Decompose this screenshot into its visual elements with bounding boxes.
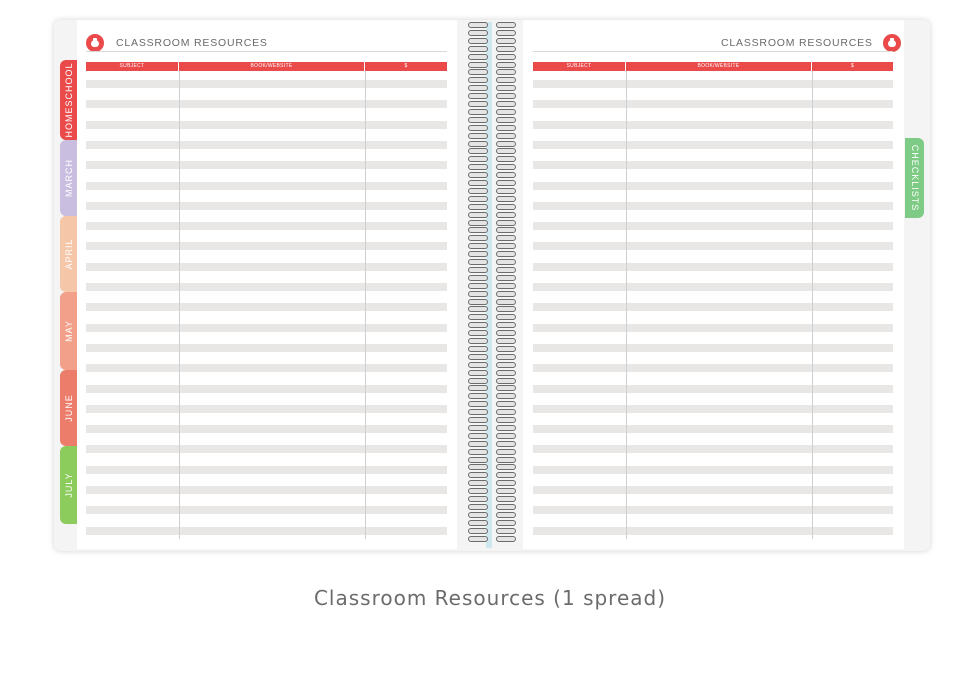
spiral-coil (464, 267, 520, 273)
table-row[interactable] (86, 263, 447, 271)
spiral-coil (464, 401, 520, 407)
spiral-coil (464, 235, 520, 241)
tab-april[interactable]: APRIL (60, 216, 78, 292)
table-header (533, 62, 893, 71)
spiral-coil (464, 291, 520, 297)
caption: Classroom Resources (1 spread) (313, 586, 667, 610)
money-bag-icon (86, 34, 104, 52)
spiral-coil (464, 22, 520, 28)
spiral-coil (464, 299, 520, 305)
spiral-coil (464, 38, 520, 44)
table-row[interactable] (533, 222, 893, 230)
table-row[interactable] (533, 141, 893, 149)
table-row[interactable] (86, 506, 447, 514)
column-divider (179, 71, 180, 539)
spiral-coil (464, 133, 520, 139)
spiral-coil (464, 156, 520, 162)
table-row[interactable] (533, 405, 893, 413)
spiral-coil (464, 346, 520, 352)
spiral-coil (464, 212, 520, 218)
spiral-coil (464, 54, 520, 60)
spiral-coil (464, 46, 520, 52)
table-row[interactable] (533, 263, 893, 271)
header-divider (533, 51, 893, 52)
column-header-cost: $ (850, 63, 855, 69)
spiral-coil (464, 283, 520, 289)
table-row[interactable] (86, 121, 447, 129)
table-row[interactable] (86, 344, 447, 352)
spiral-coil (464, 370, 520, 376)
spiral-coil (464, 504, 520, 510)
tab-homeschool[interactable]: HOMESCHOOL (60, 60, 78, 140)
spiral-coil (464, 172, 520, 178)
tab-july[interactable]: JULY (60, 446, 78, 524)
table-row[interactable] (86, 161, 447, 169)
column-header-subject: SUBJECT (533, 62, 626, 71)
spiral-coil (464, 464, 520, 470)
table-row[interactable] (533, 364, 893, 372)
column-header-book-website: BOOK/WEBSITE (626, 62, 812, 71)
table-header (86, 62, 447, 71)
table-row[interactable] (533, 161, 893, 169)
table-row[interactable] (86, 466, 447, 474)
spiral-coil (464, 77, 520, 83)
table-row[interactable] (533, 80, 893, 88)
tab-checklists[interactable]: CHECKLISTS (905, 138, 924, 218)
spiral-coil (464, 69, 520, 75)
spiral-coil (464, 125, 520, 131)
column-header-subject: SUBJECT (86, 62, 179, 71)
spiral-coil (464, 109, 520, 115)
tab-march[interactable]: MARCH (60, 140, 78, 216)
spiral-coil (464, 480, 520, 486)
page-title: CLASSROOM RESOURCES (116, 37, 268, 49)
table-row[interactable] (533, 486, 893, 494)
spiral-coil (464, 472, 520, 478)
spiral-coil (464, 528, 520, 534)
table-row[interactable] (533, 466, 893, 474)
spiral-coil (464, 322, 520, 328)
table-row[interactable] (533, 324, 893, 332)
spiral-binding (464, 22, 520, 548)
table-row[interactable] (533, 242, 893, 250)
table-row[interactable] (533, 425, 893, 433)
header-divider (86, 51, 447, 52)
spiral-coil (464, 385, 520, 391)
table-row[interactable] (533, 385, 893, 393)
tab-may[interactable]: MAY (60, 292, 78, 370)
spiral-coil (464, 188, 520, 194)
table-row[interactable] (86, 486, 447, 494)
table-row[interactable] (533, 506, 893, 514)
spiral-coil (464, 117, 520, 123)
table-row[interactable] (86, 445, 447, 453)
spiral-coil (464, 306, 520, 312)
table-row[interactable] (533, 121, 893, 129)
right-table-rows (533, 80, 893, 540)
spiral-coil (464, 512, 520, 518)
spiral-coil (464, 520, 520, 526)
spiral-coil (464, 259, 520, 265)
table-row[interactable] (533, 344, 893, 352)
spiral-coil (464, 536, 520, 542)
spiral-coil (464, 180, 520, 186)
spiral-coil (464, 330, 520, 336)
tab-june[interactable]: JUNE (60, 370, 78, 446)
money-bag-icon (883, 34, 901, 52)
table-row[interactable] (86, 242, 447, 250)
spiral-coil (464, 488, 520, 494)
table-row[interactable] (86, 385, 447, 393)
spiral-coil (464, 354, 520, 360)
spiral-coil (464, 449, 520, 455)
spiral-coil (464, 393, 520, 399)
table-row[interactable] (86, 425, 447, 433)
table-row[interactable] (86, 364, 447, 372)
left-page-header (86, 34, 268, 52)
table-row[interactable] (86, 527, 447, 535)
table-row[interactable] (533, 100, 893, 108)
table-row[interactable] (533, 182, 893, 190)
spiral-coil (464, 362, 520, 368)
table-row[interactable] (86, 100, 447, 108)
spiral-coil (464, 141, 520, 147)
column-header-cost: $ (404, 63, 408, 69)
spiral-coil (464, 378, 520, 384)
spiral-coil (464, 30, 520, 36)
table-row[interactable] (86, 222, 447, 230)
spiral-coil (464, 204, 520, 210)
spiral-coil (464, 227, 520, 233)
table-row[interactable] (533, 527, 893, 535)
spiral-coil (464, 251, 520, 257)
spiral-coil (464, 62, 520, 68)
spiral-coil (464, 275, 520, 281)
spiral-coil (464, 441, 520, 447)
table-row[interactable] (86, 141, 447, 149)
column-divider (626, 71, 627, 539)
table-row[interactable] (533, 283, 893, 291)
table-row[interactable] (86, 202, 447, 210)
table-row[interactable] (86, 80, 447, 88)
spiral-coil (464, 496, 520, 502)
column-header-book-website: BOOK/WEBSITE (179, 62, 365, 71)
spiral-coil (464, 196, 520, 202)
spiral-coil (464, 85, 520, 91)
spiral-coil (464, 220, 520, 226)
table-row[interactable] (533, 202, 893, 210)
table-row[interactable] (86, 283, 447, 291)
spiral-coil (464, 93, 520, 99)
spiral-coil (464, 433, 520, 439)
spiral-coil (464, 457, 520, 463)
spiral-coil (464, 243, 520, 249)
spiral-coil (464, 164, 520, 170)
table-row[interactable] (533, 303, 893, 311)
spiral-coil (464, 409, 520, 415)
right-page-header (721, 34, 901, 52)
table-row[interactable] (533, 445, 893, 453)
left-table-rows (86, 80, 447, 540)
table-row[interactable] (86, 182, 447, 190)
table-row[interactable] (86, 324, 447, 332)
spiral-coil (464, 338, 520, 344)
spiral-coil (464, 148, 520, 154)
column-divider (812, 71, 813, 539)
column-divider (365, 71, 366, 539)
spiral-coil (464, 314, 520, 320)
table-row[interactable] (86, 405, 447, 413)
spiral-coil (464, 101, 520, 107)
spiral-coil (464, 425, 520, 431)
page-title: CLASSROOM RESOURCES (721, 37, 873, 49)
spiral-coil (464, 417, 520, 423)
table-row[interactable] (86, 303, 447, 311)
